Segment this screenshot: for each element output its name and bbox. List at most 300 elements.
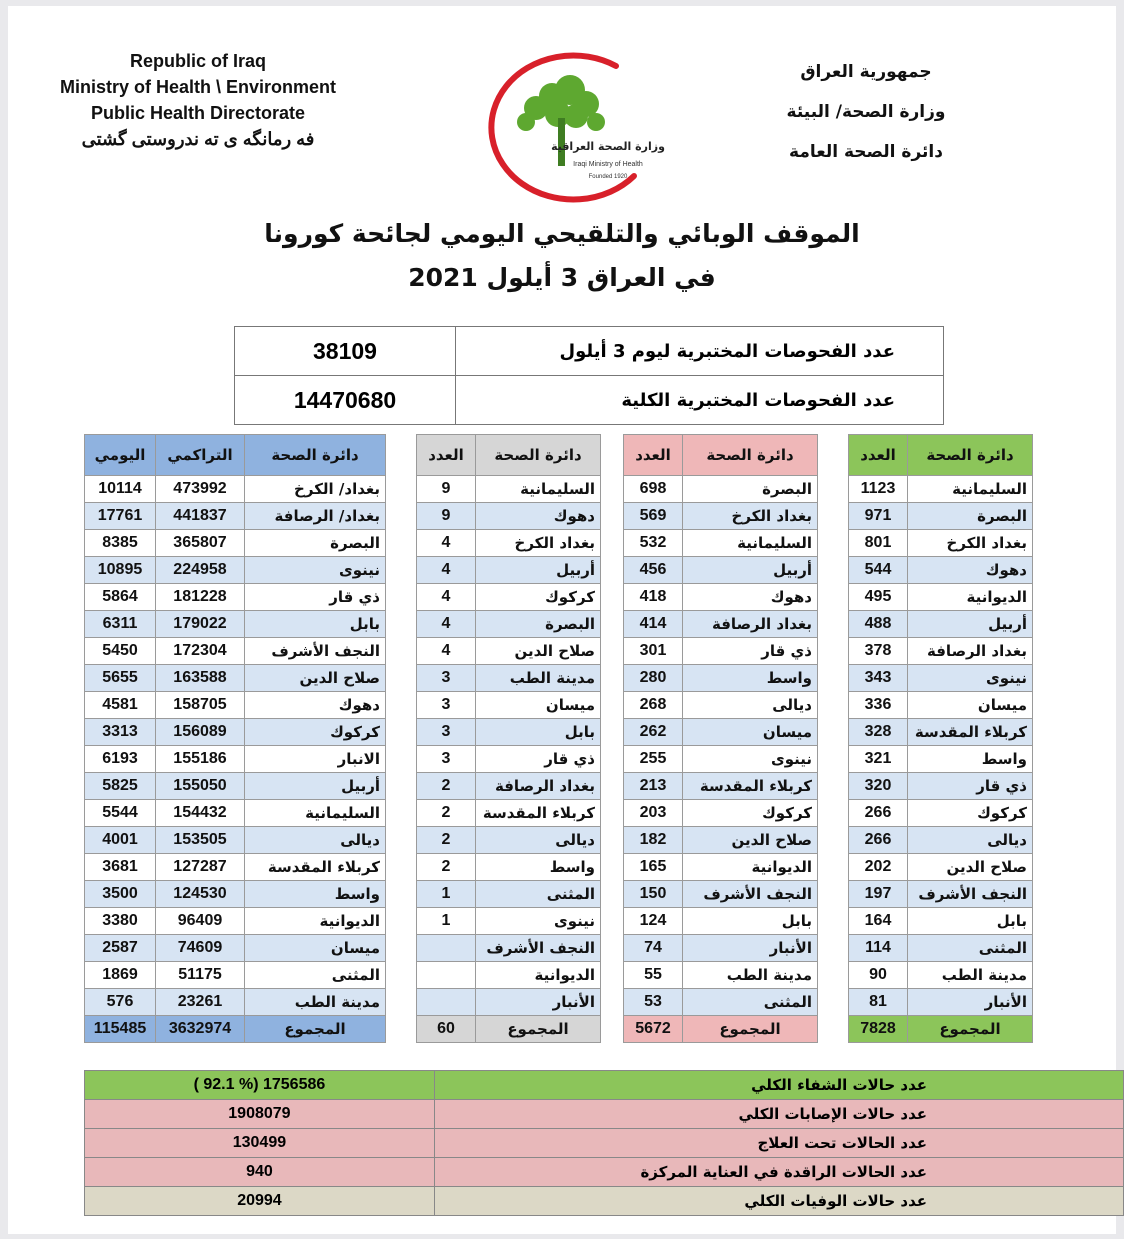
report-title [0, 212, 1124, 300]
dept-cell: نينوى [683, 746, 818, 773]
dept-cell: الأنبار [683, 935, 818, 962]
total-count: 7828 [849, 1016, 908, 1043]
table-row [849, 773, 1033, 800]
table-row [85, 611, 386, 638]
table-row [85, 638, 386, 665]
daily-cell: 6193 [85, 746, 156, 773]
table-row [624, 557, 818, 584]
dept-cell: ديالى [683, 692, 818, 719]
daily-cell: 5825 [85, 773, 156, 800]
dept-cell: أربيل [476, 557, 601, 584]
dept-cell: المثنى [245, 962, 386, 989]
dept-cell: بغداد الرصافة [476, 773, 601, 800]
total-daily: 115485 [85, 1016, 156, 1043]
table-row [85, 503, 386, 530]
daily-cell: 8385 [85, 530, 156, 557]
table-row [85, 692, 386, 719]
dept-cell: بغداد/ الكرخ [245, 476, 386, 503]
table-row [624, 773, 818, 800]
daily-cell: 5864 [85, 584, 156, 611]
dept-cell: دهوك [476, 503, 601, 530]
count-cell: 3 [417, 665, 476, 692]
dept-cell: واسط [683, 665, 818, 692]
dept-cell: الديوانية [683, 854, 818, 881]
dept-cell: مدينة الطب [683, 962, 818, 989]
count-cell: 255 [624, 746, 683, 773]
dept-cell: بابل [245, 611, 386, 638]
summary-label: عدد الحالات الراقدة في العناية المركزة [434, 1158, 1123, 1187]
cumulative-cell: 23261 [156, 989, 245, 1016]
count-cell: 150 [624, 881, 683, 908]
title-line1: الموقف الوبائي والتلقيحي اليومي لجائحة كورونا [264, 219, 860, 248]
deaths-table [416, 434, 601, 1043]
dept-cell: مدينة الطب [908, 962, 1033, 989]
dept-cell: المثنى [476, 881, 601, 908]
lab-tests-table [234, 326, 944, 425]
cumulative-cell: 127287 [156, 854, 245, 881]
cumulative-cell: 365807 [156, 530, 245, 557]
cumulative-cell: 155186 [156, 746, 245, 773]
daily-cell: 3380 [85, 908, 156, 935]
count-cell: 268 [624, 692, 683, 719]
dept-cell: النجف الأشرف [245, 638, 386, 665]
dept-cell: ديالى [908, 827, 1033, 854]
table-row [849, 935, 1033, 962]
summary-label: عدد الحالات تحت العلاج [434, 1129, 1123, 1158]
dept-cell: ذي قار [908, 773, 1033, 800]
dept-cell: كربلاء المقدسة [476, 800, 601, 827]
dept-cell: بغداد الكرخ [683, 503, 818, 530]
count-cell: 320 [849, 773, 908, 800]
summary-value: 1908079 [85, 1100, 435, 1129]
cumulative-cell: 154432 [156, 800, 245, 827]
dept-cell: بابل [683, 908, 818, 935]
table-row [624, 962, 818, 989]
summary-row [85, 1158, 1124, 1187]
table-row [849, 557, 1033, 584]
logo-name-ar: وزارة الصحة العراقية [551, 140, 665, 153]
lab-total-value: 14470680 [235, 376, 456, 425]
dept-cell: البصرة [245, 530, 386, 557]
table-row [417, 503, 601, 530]
table-row [417, 854, 601, 881]
english-header [28, 48, 368, 152]
dept-cell: البصرة [476, 611, 601, 638]
cumulative-cell: 156089 [156, 719, 245, 746]
lab-total-row [235, 376, 944, 425]
count-cell: 4 [417, 638, 476, 665]
count-cell: 165 [624, 854, 683, 881]
dept-cell: نينوى [908, 665, 1033, 692]
count-cell: 328 [849, 719, 908, 746]
table-row [849, 719, 1033, 746]
table-row [624, 476, 818, 503]
daily-cell: 5655 [85, 665, 156, 692]
count-cell: 343 [849, 665, 908, 692]
dept-cell: المثنى [908, 935, 1033, 962]
cumulative-cell: 441837 [156, 503, 245, 530]
title-line2: في العراق 3 أيلول 2021 [408, 263, 716, 292]
dept-cell: كركوك [683, 800, 818, 827]
count-cell: 3 [417, 746, 476, 773]
table-row [85, 530, 386, 557]
dept-cell: بغداد/ الرصافة [245, 503, 386, 530]
count-cell: 53 [624, 989, 683, 1016]
count-cell: 164 [849, 908, 908, 935]
dept-cell: واسط [476, 854, 601, 881]
table-row [624, 908, 818, 935]
table-row [849, 584, 1033, 611]
cumulative-cell: 96409 [156, 908, 245, 935]
header-dept: دائرة الصحة [476, 435, 601, 476]
table-row [417, 665, 601, 692]
table-row [85, 881, 386, 908]
count-cell: 1 [417, 908, 476, 935]
count-cell: 90 [849, 962, 908, 989]
dept-cell: دهوك [683, 584, 818, 611]
table-row [624, 935, 818, 962]
total-cumulative: 3632974 [156, 1016, 245, 1043]
table-row [417, 962, 601, 989]
count-cell: 74 [624, 935, 683, 962]
table-row [417, 557, 601, 584]
dept-cell: الديوانية [245, 908, 386, 935]
dept-cell: ذي قار [476, 746, 601, 773]
table-row [85, 719, 386, 746]
dept-cell: الديوانية [908, 584, 1033, 611]
directorate-ar: دائرة الصحة العامة [789, 142, 943, 162]
table-row [849, 746, 1033, 773]
dept-cell: واسط [908, 746, 1033, 773]
count-cell: 378 [849, 638, 908, 665]
table-row [85, 746, 386, 773]
table-row [417, 746, 601, 773]
dept-cell: بغداد الرصافة [908, 638, 1033, 665]
dept-cell: السليمانية [476, 476, 601, 503]
count-cell: 544 [849, 557, 908, 584]
dept-cell: المثنى [683, 989, 818, 1016]
table-row [849, 638, 1033, 665]
dept-cell: صلاح الدين [908, 854, 1033, 881]
count-cell: 81 [849, 989, 908, 1016]
dept-cell: ذي قار [245, 584, 386, 611]
table-row [849, 476, 1033, 503]
table-row [417, 584, 601, 611]
table-row [417, 692, 601, 719]
header-dept: دائرة الصحة [908, 435, 1033, 476]
table-row [85, 962, 386, 989]
table-row [624, 611, 818, 638]
dept-cell: بابل [908, 908, 1033, 935]
table-row [624, 530, 818, 557]
lab-total-label: عدد الفحوصات المختبرية الكلية [456, 376, 944, 425]
table-row [624, 665, 818, 692]
table-row [624, 881, 818, 908]
daily-cell: 1869 [85, 962, 156, 989]
dept-cell: دهوك [245, 692, 386, 719]
dept-cell: ميسان [476, 692, 601, 719]
summary-label: عدد حالات الإصابات الكلي [434, 1100, 1123, 1129]
summary-row [85, 1071, 1124, 1100]
cumulative-cell: 172304 [156, 638, 245, 665]
table-row [624, 854, 818, 881]
dept-cell: أربيل [245, 773, 386, 800]
summary-value: 20994 [85, 1187, 435, 1216]
dept-cell: ديالى [245, 827, 386, 854]
table-row [849, 692, 1033, 719]
daily-cell: 6311 [85, 611, 156, 638]
summary-value: ( 92.1 %) 1756586 [85, 1071, 435, 1100]
dept-cell: الانبار [245, 746, 386, 773]
count-cell: 3 [417, 692, 476, 719]
dept-cell: السليمانية [683, 530, 818, 557]
total-label: المجموع [476, 1016, 601, 1043]
lab-daily-label: عدد الفحوصات المختبرية ليوم 3 أيلول [456, 327, 944, 376]
dept-cell: واسط [245, 881, 386, 908]
total-label: المجموع [908, 1016, 1033, 1043]
republic-ar: جمهورية العراق [800, 62, 932, 82]
dept-cell: السليمانية [245, 800, 386, 827]
summary-label: عدد حالات الوفيات الكلي [434, 1187, 1123, 1216]
total-count: 5672 [624, 1016, 683, 1043]
summary-value: 130499 [85, 1129, 435, 1158]
count-cell: 1 [417, 881, 476, 908]
dept-cell: الديوانية [476, 962, 601, 989]
table-row [417, 908, 601, 935]
summary-row [85, 1187, 1124, 1216]
table-row [417, 719, 601, 746]
count-cell: 301 [624, 638, 683, 665]
count-cell: 321 [849, 746, 908, 773]
republic-en: Republic of Iraq [129, 51, 266, 71]
table-row [849, 854, 1033, 881]
dept-cell: ميسان [245, 935, 386, 962]
dept-cell: مدينة الطب [245, 989, 386, 1016]
dept-cell: ميسان [908, 692, 1033, 719]
table-row [624, 584, 818, 611]
dept-cell: صلاح الدين [245, 665, 386, 692]
dept-cell: كربلاء المقدسة [683, 773, 818, 800]
dept-cell: الأنبار [908, 989, 1033, 1016]
lab-daily-row [235, 327, 944, 376]
summary-label: عدد حالات الشفاء الكلي [434, 1071, 1123, 1100]
table-row [417, 773, 601, 800]
count-cell: 197 [849, 881, 908, 908]
table-row [624, 719, 818, 746]
count-cell [417, 962, 476, 989]
count-cell [417, 935, 476, 962]
ministry-ar: وزارة الصحة/ البيئة [786, 102, 946, 122]
ministry-en: Ministry of Health \ Environment [59, 77, 337, 97]
header-count: العدد [849, 435, 908, 476]
dept-cell: النجف الأشرف [476, 935, 601, 962]
daily-cell: 10895 [85, 557, 156, 584]
cumulative-cell: 158705 [156, 692, 245, 719]
table-row [849, 989, 1033, 1016]
daily-cell: 3313 [85, 719, 156, 746]
table-row [849, 908, 1033, 935]
table-row [85, 908, 386, 935]
lab-daily-value: 38109 [235, 327, 456, 376]
table-row [85, 800, 386, 827]
table-row [417, 827, 601, 854]
count-cell: 495 [849, 584, 908, 611]
recoveries-table [623, 434, 818, 1043]
table-row [85, 557, 386, 584]
header-daily: اليومي [85, 435, 156, 476]
table-row [85, 584, 386, 611]
table-row [849, 800, 1033, 827]
directorate-en: Public Health Directorate [90, 103, 306, 123]
header-dept: دائرة الصحة [245, 435, 386, 476]
total-label: المجموع [245, 1016, 386, 1043]
summary-row [85, 1100, 1124, 1129]
dept-cell: النجف الأشرف [908, 881, 1033, 908]
dept-cell: السليمانية [908, 476, 1033, 503]
cumulative-cell: 51175 [156, 962, 245, 989]
table-row [417, 476, 601, 503]
table-row [624, 989, 818, 1016]
dept-cell: ديالى [476, 827, 601, 854]
dept-cell: كركوك [245, 719, 386, 746]
dept-cell: أربيل [908, 611, 1033, 638]
dept-cell: أربيل [683, 557, 818, 584]
count-cell: 2 [417, 854, 476, 881]
daily-cell: 10114 [85, 476, 156, 503]
dept-cell: البصرة [908, 503, 1033, 530]
count-cell: 124 [624, 908, 683, 935]
dept-cell: كركوك [476, 584, 601, 611]
dept-cell: مدينة الطب [476, 665, 601, 692]
dept-cell: كركوك [908, 800, 1033, 827]
dept-cell: كربلاء المقدسة [245, 854, 386, 881]
count-cell: 9 [417, 503, 476, 530]
daily-cell: 576 [85, 989, 156, 1016]
count-cell: 971 [849, 503, 908, 530]
daily-cell: 5450 [85, 638, 156, 665]
table-row [624, 638, 818, 665]
table-row [417, 638, 601, 665]
dept-cell: بابل [476, 719, 601, 746]
count-cell: 182 [624, 827, 683, 854]
table-row [624, 692, 818, 719]
count-cell: 698 [624, 476, 683, 503]
table-row [849, 665, 1033, 692]
cumulative-cell: 74609 [156, 935, 245, 962]
header-count: العدد [624, 435, 683, 476]
dept-cell: النجف الأشرف [683, 881, 818, 908]
header-cumulative: التراكمي [156, 435, 245, 476]
table-row [624, 746, 818, 773]
total-count: 60 [417, 1016, 476, 1043]
count-cell: 1123 [849, 476, 908, 503]
table-row [849, 827, 1033, 854]
table-row [417, 530, 601, 557]
table-row [849, 611, 1033, 638]
table-row [85, 827, 386, 854]
count-cell: 280 [624, 665, 683, 692]
cumulative-cell: 473992 [156, 476, 245, 503]
table-row [417, 935, 601, 962]
table-row [849, 881, 1033, 908]
count-cell: 266 [849, 800, 908, 827]
cumulative-cell: 155050 [156, 773, 245, 800]
dept-cell: كربلاء المقدسة [908, 719, 1033, 746]
table-row [85, 665, 386, 692]
daily-cell: 2587 [85, 935, 156, 962]
vaccination-table [84, 434, 386, 1043]
cumulative-cell: 181228 [156, 584, 245, 611]
count-cell: 4 [417, 557, 476, 584]
header-dept: دائرة الصحة [683, 435, 818, 476]
count-cell: 9 [417, 476, 476, 503]
count-cell: 532 [624, 530, 683, 557]
count-cell: 414 [624, 611, 683, 638]
dept-cell: صلاح الدين [476, 638, 601, 665]
count-cell: 55 [624, 962, 683, 989]
count-cell: 262 [624, 719, 683, 746]
count-cell: 203 [624, 800, 683, 827]
count-cell: 2 [417, 773, 476, 800]
table-row [85, 989, 386, 1016]
count-cell: 418 [624, 584, 683, 611]
table-row [85, 476, 386, 503]
ministry-logo [466, 38, 666, 208]
dept-cell: بغداد الرصافة [683, 611, 818, 638]
daily-cell: 5544 [85, 800, 156, 827]
count-cell: 2 [417, 800, 476, 827]
dept-cell: دهوك [908, 557, 1033, 584]
dept-cell: بغداد الكرخ [476, 530, 601, 557]
table-row [624, 800, 818, 827]
count-cell: 3 [417, 719, 476, 746]
table-row [624, 827, 818, 854]
table-row [85, 935, 386, 962]
daily-cell: 17761 [85, 503, 156, 530]
table-row [624, 503, 818, 530]
table-row [417, 800, 601, 827]
table-row [417, 611, 601, 638]
dept-cell: ذي قار [683, 638, 818, 665]
daily-cell: 3500 [85, 881, 156, 908]
count-cell: 4 [417, 584, 476, 611]
count-cell: 2 [417, 827, 476, 854]
summary-table [84, 1070, 1124, 1216]
cumulative-cell: 179022 [156, 611, 245, 638]
table-row [85, 854, 386, 881]
arabic-header [736, 52, 996, 172]
daily-cell: 3681 [85, 854, 156, 881]
dept-cell: ميسان [683, 719, 818, 746]
cumulative-cell: 153505 [156, 827, 245, 854]
count-cell: 266 [849, 827, 908, 854]
count-cell: 213 [624, 773, 683, 800]
infections-table [848, 434, 1033, 1043]
daily-cell: 4581 [85, 692, 156, 719]
dept-cell: البصرة [683, 476, 818, 503]
table-row [849, 530, 1033, 557]
logo-name-en: Iraqi Ministry of Health [573, 161, 643, 168]
count-cell: 4 [417, 530, 476, 557]
count-cell: 114 [849, 935, 908, 962]
cumulative-cell: 124530 [156, 881, 245, 908]
count-cell: 488 [849, 611, 908, 638]
dept-cell: نينوى [245, 557, 386, 584]
count-cell: 801 [849, 530, 908, 557]
header-count: العدد [417, 435, 476, 476]
table-row [849, 962, 1033, 989]
summary-value: 940 [85, 1158, 435, 1187]
